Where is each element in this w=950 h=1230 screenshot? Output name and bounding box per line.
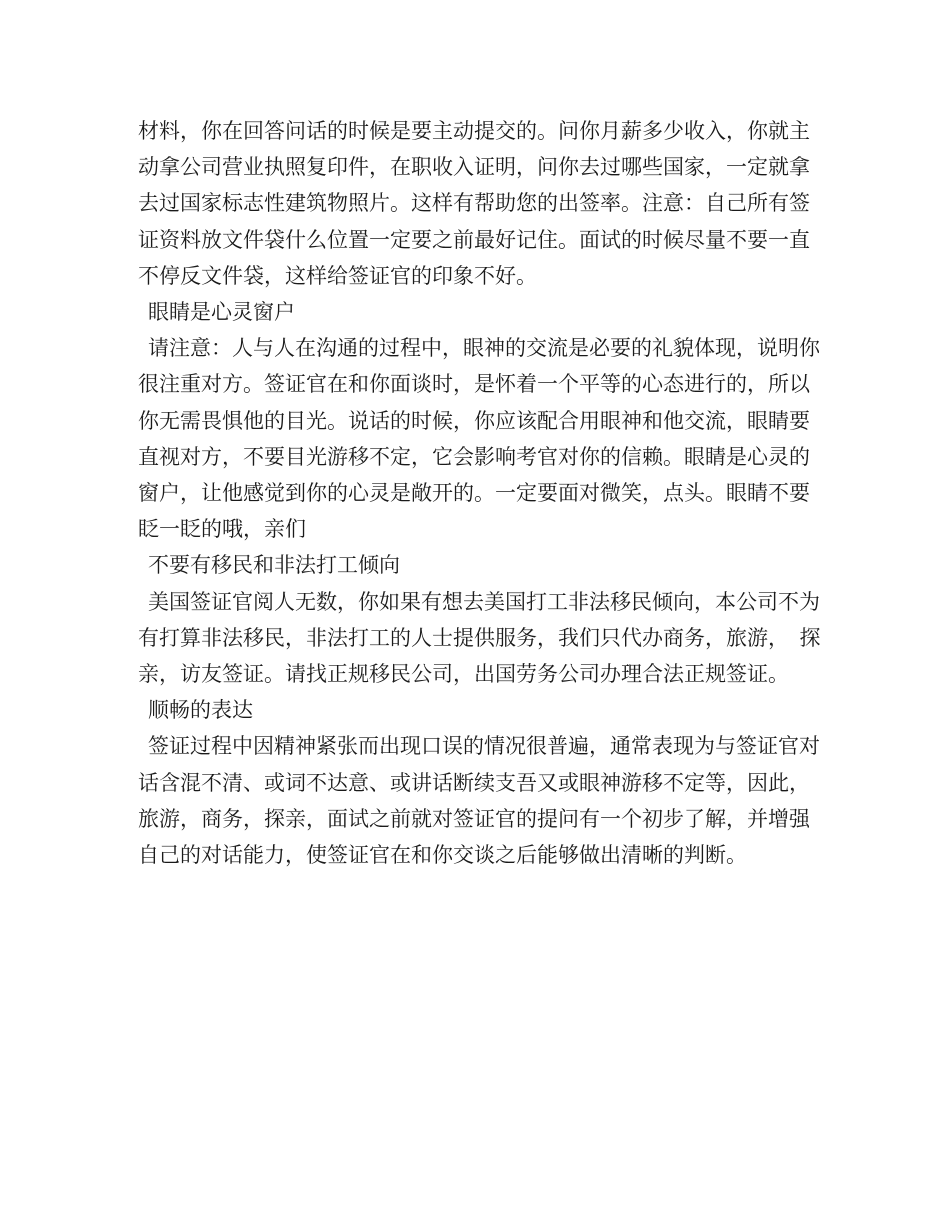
- paragraph-immigration: 美国签证官阅人无数，你如果有想去美国打工非法移民倾向，本公司不为有打算非法移民，非法打工的人士提供服务，我们只代办商务，旅游， 探亲，访友签证。请找正规移民公司，出国劳务公司办理合法正规签证。: [138, 589, 821, 687]
- heading-eyes: 眼睛是心灵窗户: [148, 300, 295, 325]
- paragraph-eyes: 请注意：人与人在沟通的过程中，眼神的交流是必要的礼貌体现，说明你很注重对方。签证官在和你面谈时，是怀着一个平等的心态进行的，所以你无需畏惧他的目光。说话的时候，你应该配合用眼神和他交流，眼睛要直视对方，不要目光游移不定，它会影响考官对你的信赖。眼睛是心灵的窗户，让他感觉到你的心灵是敞开的。一定要面对微笑，点头。眼睛不要眨一眨的哦，亲们: [138, 336, 820, 542]
- document-body: [138, 113, 828, 873]
- heading-immigration: 不要有移民和非法打工倾向: [148, 553, 400, 578]
- paragraph-expression: 签证过程中因精神紧张而出现口误的情况很普遍，通常表现为与签证官对话含混不清、或词不达意、或讲话断续支吾又或眼神游移不定等，因此，旅游，商务，探亲，面试之前就对签证官的提问有一个初步了解，并增强自己的对话能力，使签证官在和你交谈之后能够做出清晰的判断。: [138, 734, 820, 868]
- heading-expression: 顺畅的表达: [148, 698, 253, 723]
- paragraph-materials: 材料，你在回答问话的时候是要主动提交的。问你月薪多少收入，你就主动拿公司营业执照复印件，在职收入证明，问你去过哪些国家，一定就拿去过国家标志性建筑物照片。这样有帮助您的出签率。注意：自己所有签证资料放文件袋什么位置一定要之前最好记住。面试的时候尽量不要一直不停反文件袋，这样给签证官的印象不好。: [138, 119, 810, 288]
